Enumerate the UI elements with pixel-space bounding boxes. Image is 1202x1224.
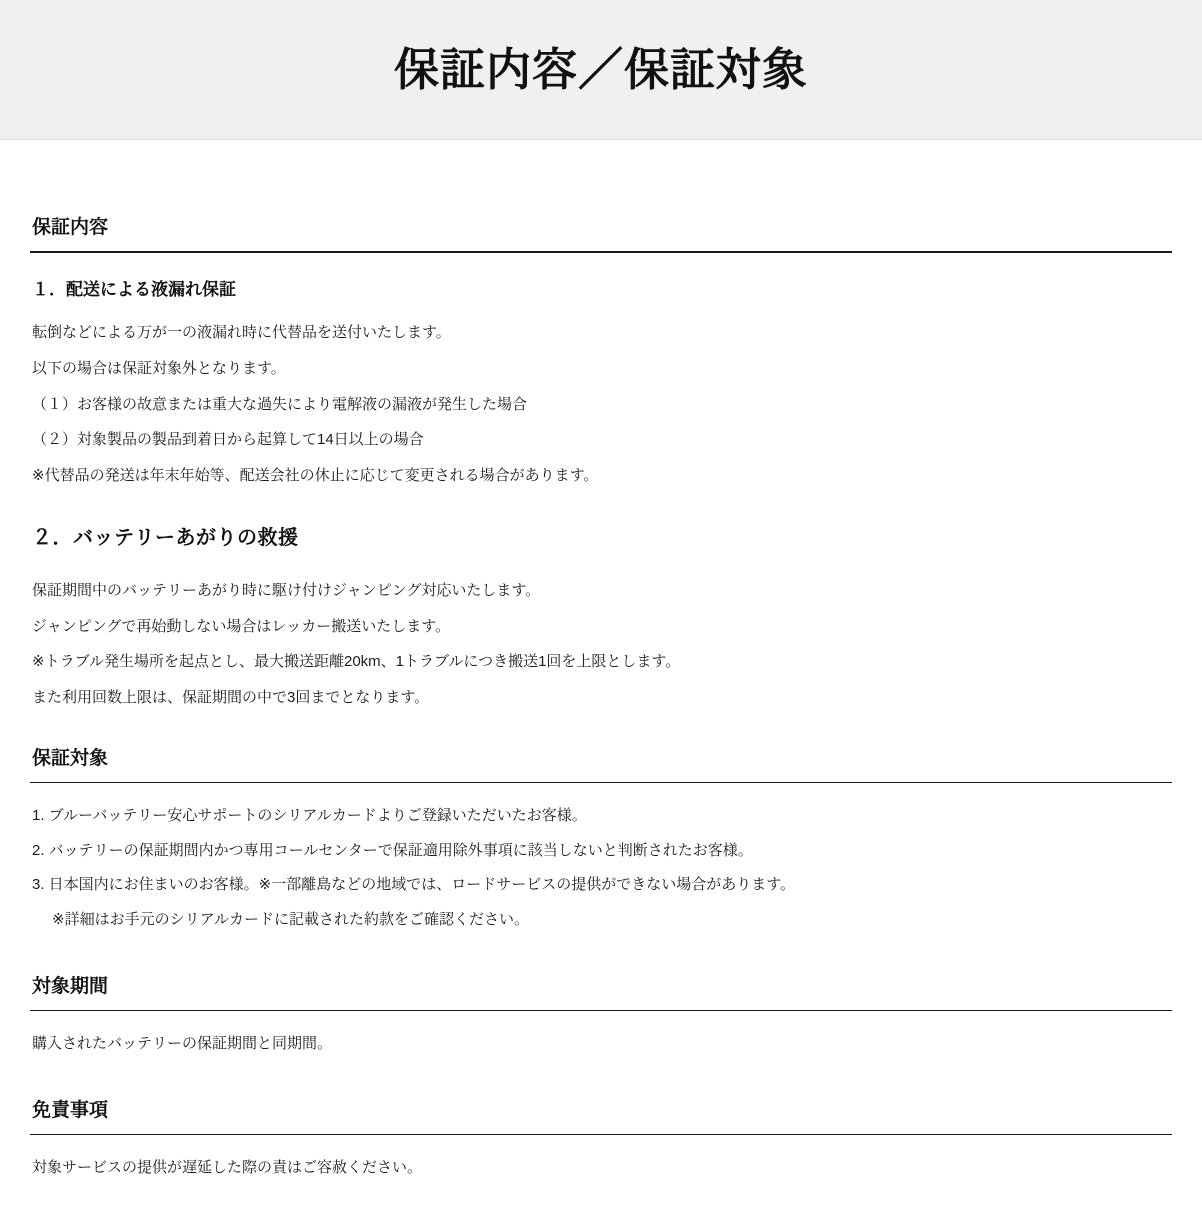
jumpstart-line-3: ※トラブル発生場所を起点とし、最大搬送距離20km、1トラブルにつき搬送1回を上限とします。 <box>32 653 681 671</box>
document-content <box>0 140 1202 1224</box>
warranty-target-item-3: 3. 日本国内にお住まいのお客様。※一部離島などの地域では、ロードサービスの提供ができない場合があります。 <box>32 876 796 894</box>
disclaimer-text: 対象サービスの提供が遅延した際の責はご容赦ください。 <box>32 1158 423 1176</box>
leak-warranty-line-3: （１）お客様の故意または重大な過失により電解液の漏液が発生した場合 <box>32 395 528 413</box>
warranty-target-item-2: 2. バッテリーの保証期間内かつ専用コールセンターで保証適用除外事項に該当しないと判断されたお客様。 <box>32 841 753 859</box>
warranty-target-list <box>30 805 1172 931</box>
jumpstart-support-paragraphs <box>30 580 1172 709</box>
target-period-text: 購入されたバッテリーの保証期間と同期間。 <box>32 1034 333 1052</box>
leak-warranty-line-1: 転倒などによる万が一の液漏れ時に代替品を送付いたします。 <box>32 324 451 341</box>
section-heading-warranty-details: 保証内容 <box>30 212 1172 253</box>
page-title: 保証内容／保証対象 <box>393 43 808 95</box>
section-heading-disclaimer: 免責事項 <box>30 1095 1172 1135</box>
subsection-heading-leak-warranty: １．配送による液漏れ保証 <box>32 280 236 299</box>
warranty-target-note: ※詳細はお手元のシリアルカードに記載された約款をご確認ください。 <box>52 911 529 928</box>
subsection-heading-jumpstart-support: ２．バッテリーあがりの救援 <box>32 526 299 549</box>
section-heading-warranty-target: 保証対象 <box>30 743 1172 783</box>
section-heading-target-period: 対象期間 <box>30 971 1172 1011</box>
jumpstart-line-1: 保証期間中のバッテリーあがり時に駆け付けジャンピング対応いたします。 <box>32 581 541 599</box>
bottom-spacer <box>30 1178 1172 1224</box>
leak-warranty-line-2: 以下の場合は保証対象外となります。 <box>32 359 286 377</box>
jumpstart-line-2: ジャンピングで再始動しない場合はレッカー搬送いたします。 <box>32 617 451 635</box>
page-header-banner <box>0 0 1202 140</box>
warranty-target-item-1: 1. ブルーバッテリー安心サポートのシリアルカードよりご登録いただいたお客様。 <box>32 806 587 824</box>
leak-warranty-line-4: （２）対象製品の製品到着日から起算して14日以上の場合 <box>32 431 424 449</box>
leak-warranty-line-5: ※代替品の発送は年末年始等、配送会社の休止に応じて変更される場合があります。 <box>32 467 599 484</box>
jumpstart-line-4: また利用回数上限は、保証期間の中で3回までとなります。 <box>32 689 430 706</box>
top-spacer <box>30 140 1172 212</box>
leak-warranty-paragraphs <box>30 322 1172 487</box>
